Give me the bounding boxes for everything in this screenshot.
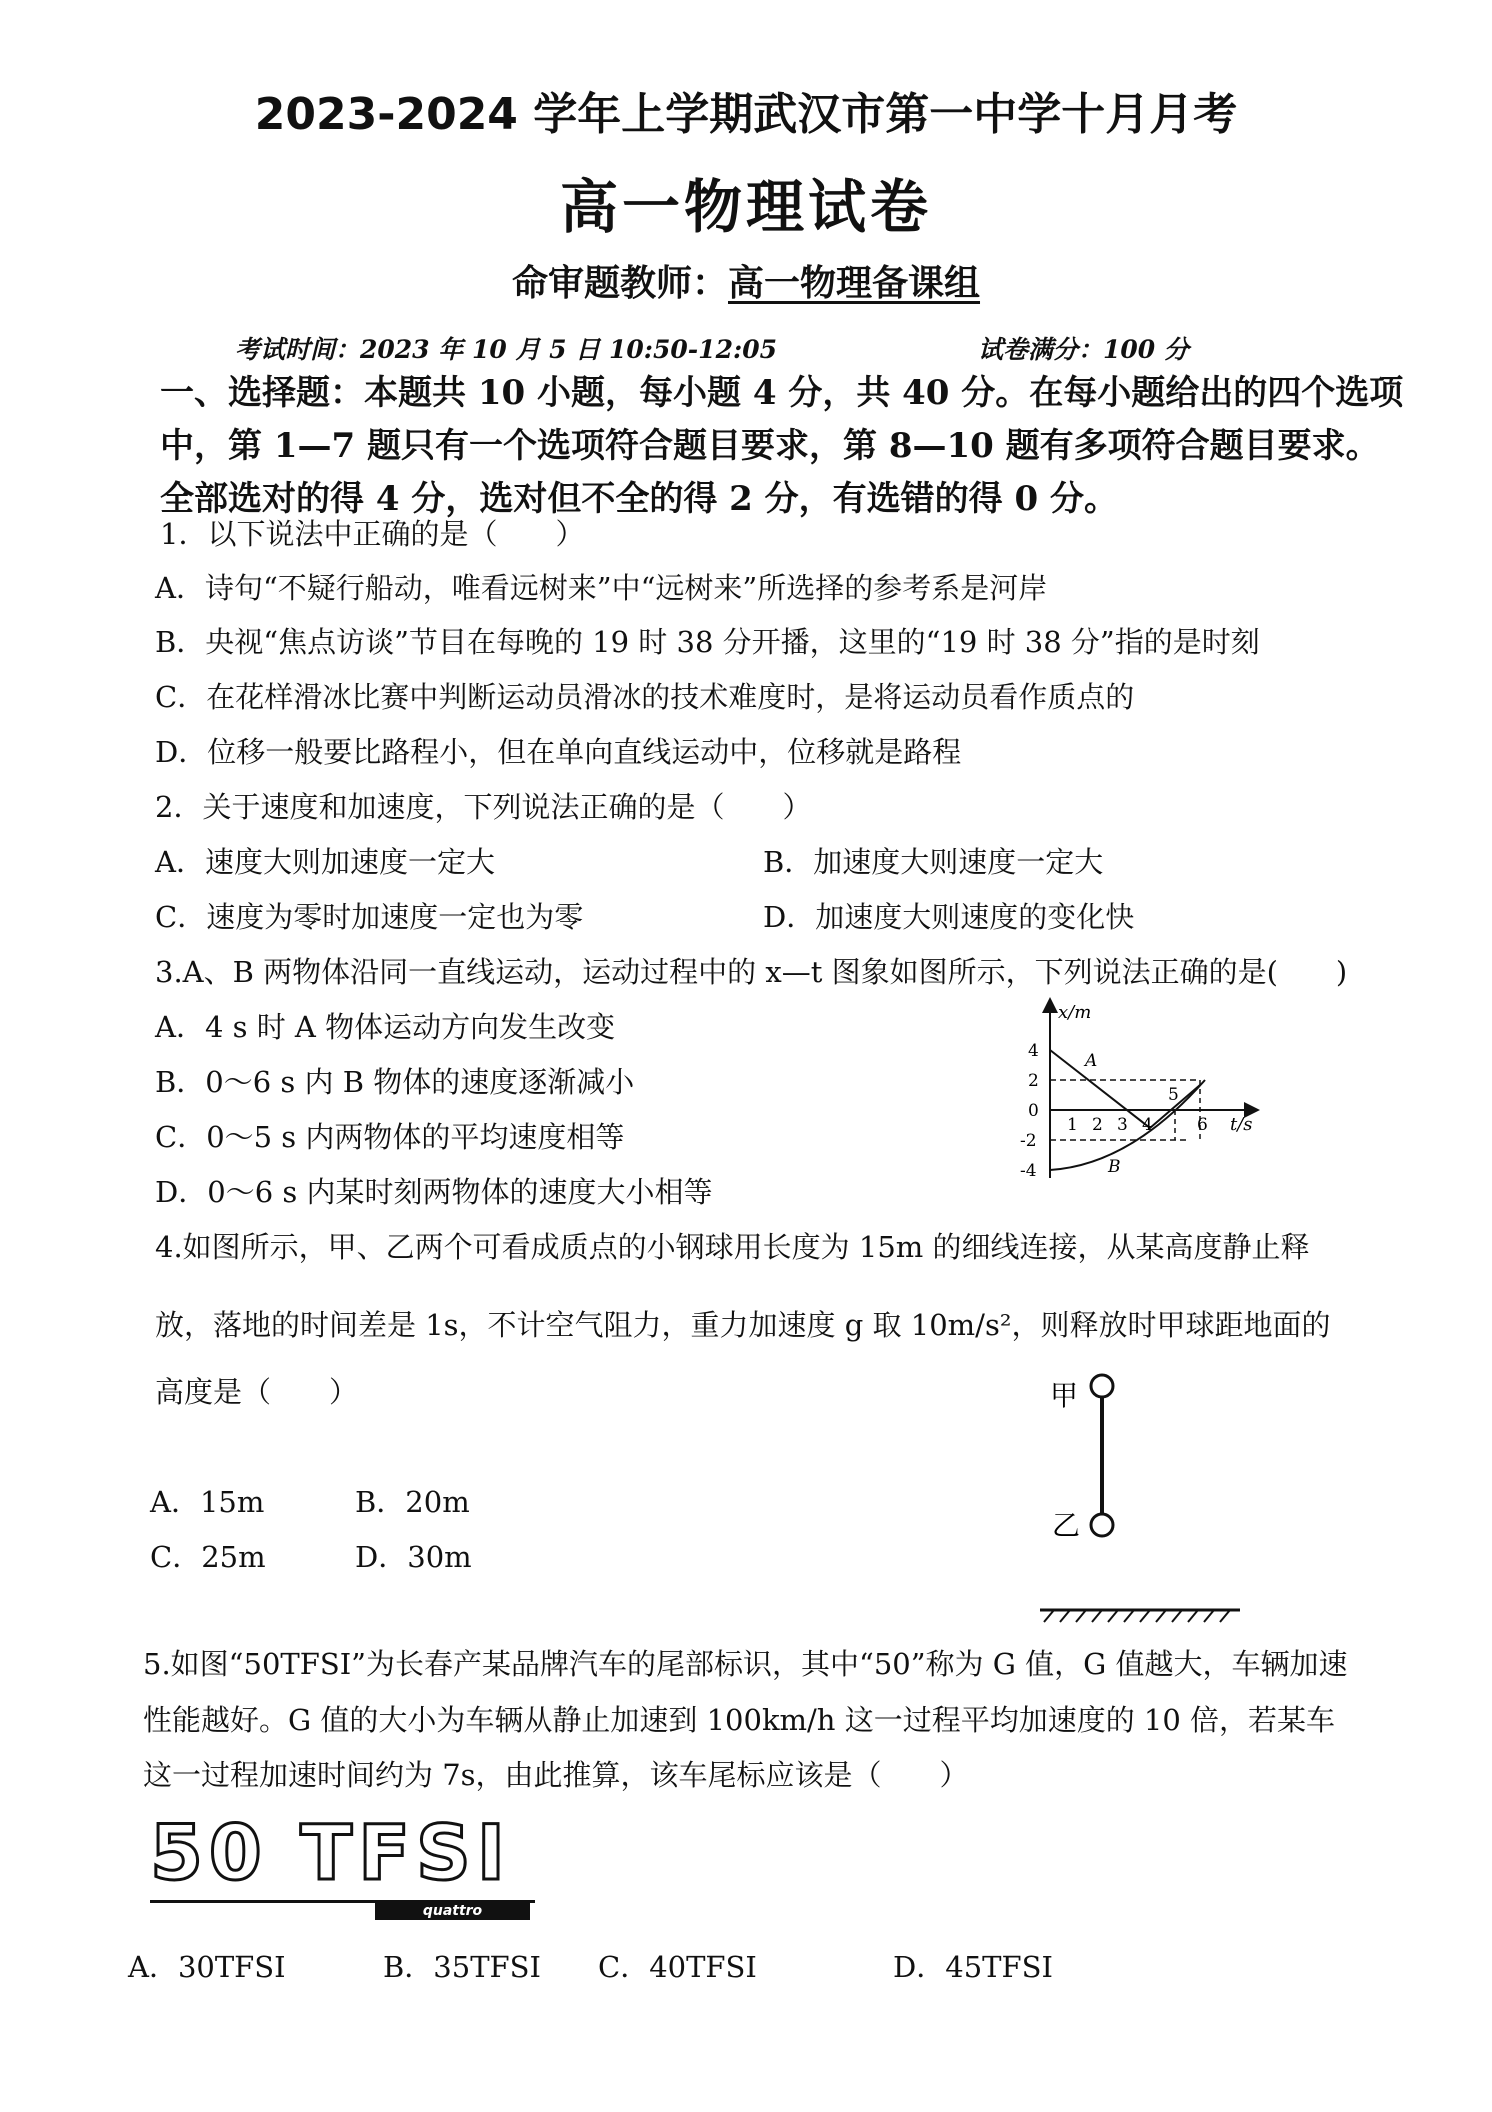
y-axis-label: x/m [1058, 1002, 1092, 1023]
x-axis-label: t/s [1230, 1114, 1253, 1135]
label-b: B [1108, 1157, 1121, 1177]
ground-hatching [1040, 1610, 1230, 1622]
full-score: 试卷满分：100 分 [978, 335, 1189, 364]
q4-line1: 4.如图所示，甲、乙两个可看成质点的小钢球用长度为 15m 的细线连接，从某高度静止释 [155, 1230, 1310, 1264]
q5-option-d: D．45TFSI [893, 1950, 1053, 1984]
q2-stem: 2．关于速度和加速度，下列说法正确的是（ ） [155, 790, 812, 824]
q1-option-c: C．在花样滑冰比赛中判断运动员滑冰的技术难度时，是将运动员看作质点的 [155, 680, 1135, 714]
x-tick-1: 1 [1067, 1115, 1078, 1135]
label-yi: 乙 [1052, 1509, 1081, 1542]
y-tick-4: 4 [1028, 1041, 1039, 1061]
exam-title: 2023-2024 学年上学期武汉市第一中学十月月考 [254, 89, 1238, 140]
q4-option-a: A．15m [150, 1485, 265, 1519]
x-tick-6: 6 [1197, 1115, 1208, 1135]
q2-option-c: C．速度为零时加速度一定也为零 [155, 900, 584, 934]
tfsi-logo [150, 1808, 540, 1925]
x-tick-4: 4 [1142, 1115, 1153, 1135]
q3-option-b: B．0～6 s 内 B 物体的速度逐渐减小 [155, 1065, 635, 1099]
y-tick-0: 0 [1028, 1101, 1039, 1121]
q3-option-d: D．0～6 s 内某时刻两物体的速度大小相等 [155, 1175, 713, 1209]
q1-stem: 1．以下说法中正确的是（ ） [160, 517, 585, 551]
exam-time: 考试时间：2023 年 10 月 5 日 10:50-12:05 [235, 335, 777, 364]
xt-graph-svg [990, 1000, 1270, 1200]
q4-line2: 放，落地的时间差是 1s，不计空气阻力，重力加速度 g 取 10m/s²，则释放时甲球距地面的 [155, 1308, 1331, 1342]
quattro-badge: quattro [375, 1902, 530, 1920]
q4-option-c: C．25m [150, 1540, 266, 1574]
ball-yi [1091, 1514, 1113, 1536]
q4-option-b: B．20m [355, 1485, 470, 1519]
paper-title: 高一物理试卷 [559, 173, 932, 241]
label-jia: 甲 [1050, 1379, 1079, 1412]
ball-jia [1091, 1375, 1113, 1397]
section-instruction-line3: 全部选对的得 4 分，选对但不全的得 2 分，有选错的得 0 分。 [160, 479, 1118, 519]
q2-option-b: B．加速度大则速度一定大 [763, 845, 1104, 879]
q2-option-d: D．加速度大则速度的变化快 [763, 900, 1135, 934]
q1-option-d: D．位移一般要比路程小，但在单向直线运动中，位移就是路程 [155, 735, 962, 769]
x-tick-2: 2 [1092, 1115, 1103, 1135]
q3-option-c: C．0～5 s 内两物体的平均速度相等 [155, 1120, 625, 1154]
ball-string-svg [1040, 1370, 1260, 1630]
q5-option-a: A．30TFSI [128, 1950, 286, 1984]
author-line [0, 255, 1492, 306]
q5-option-b: B．35TFSI [383, 1950, 541, 1984]
q5-line1: 5.如图“50TFSI”为长春产某品牌汽车的尾部标识，其中“50”称为 G 值，G 值越大，车辆加速 [143, 1647, 1348, 1681]
q3-option-a: A．4 s 时 A 物体运动方向发生改变 [155, 1010, 616, 1044]
q2-option-a: A．速度大则加速度一定大 [155, 845, 495, 879]
author-name: 高一物理备课组 [728, 262, 981, 304]
author-prefix: 命审题教师： [511, 262, 728, 304]
label-a: A [1085, 1051, 1098, 1071]
section-instruction-line2: 中，第 1—7 题只有一个选项符合题目要求，第 8—10 题有多项符合题目要求。 [160, 426, 1380, 466]
section-instruction-line1: 一、选择题：本题共 10 小题，每小题 4 分，共 40 分。在每小题给出的四个选项 [160, 373, 1404, 413]
q5-line3: 这一过程加速时间约为 7s，由此推算，该车尾标应该是（ ） [143, 1758, 969, 1792]
q4-line3: 高度是（ ） [155, 1375, 359, 1409]
q1-option-b: B．央视“焦点访谈”节目在每晚的 19 时 38 分开播，这里的“19 时 38 分”指的是时刻 [155, 625, 1260, 659]
y-tick-2: 2 [1028, 1071, 1039, 1091]
ball-string-figure [1040, 1370, 1260, 1630]
q5-option-c: C．40TFSI [598, 1950, 757, 1984]
q4-option-d: D．30m [355, 1540, 472, 1574]
q3-stem: 3.A、B 两物体沿同一直线运动，运动过程中的 x—t 图象如图所示，下列说法正确的是( ) [155, 955, 1348, 989]
q1-option-a: A．诗句“不疑行船动，唯看远树来”中“远树来”所选择的参考系是河岸 [155, 571, 1048, 605]
y-tick-m4: -4 [1020, 1161, 1037, 1181]
x-tick-3: 3 [1117, 1115, 1128, 1135]
y-tick-m2: -2 [1020, 1131, 1037, 1151]
label-5: 5 [1168, 1085, 1179, 1105]
tfsi-logo-text: 50 TFSI [150, 1808, 511, 1897]
q5-line2: 性能越好。G 值的大小为车辆从静止加速到 100km/h 这一过程平均加速度的 10 倍，若某车 [143, 1703, 1336, 1737]
xt-graph [990, 1000, 1270, 1200]
